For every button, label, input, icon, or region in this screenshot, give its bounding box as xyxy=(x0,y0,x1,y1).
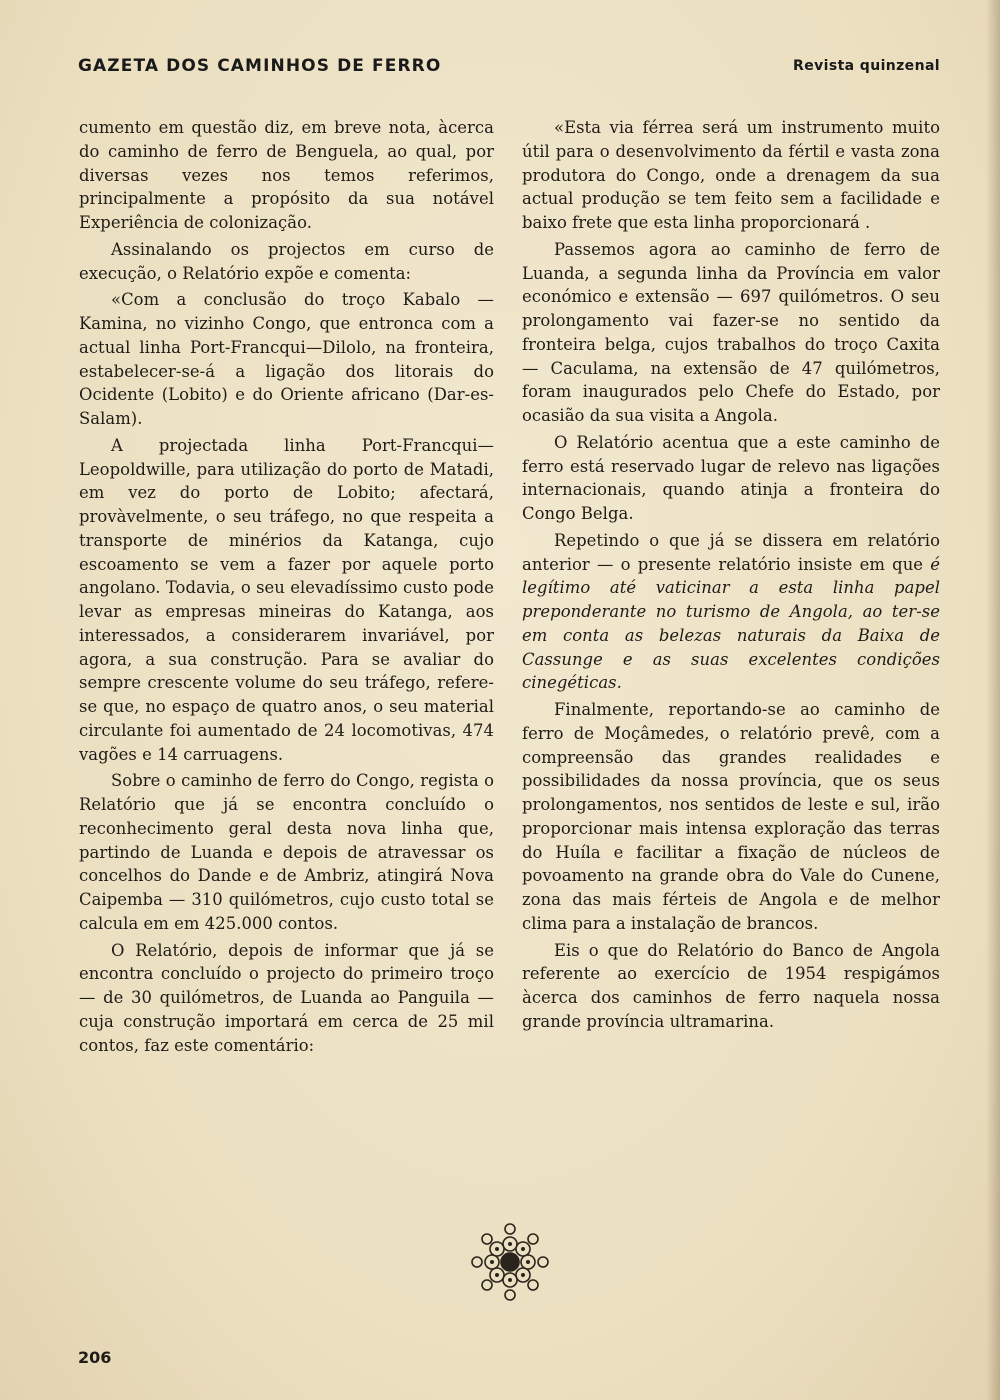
paragraph: Eis o que do Relatório do Banco de Angola referente ao exercício de 1954 respigámos àcerca dos caminhos de ferro naquela nossa grande província ultramarina. xyxy=(522,940,940,1031)
paragraph: «Esta via férrea será um instrumento muito útil para o desenvolvimento da fértil e vasta zona produtora do Congo, onde a drenagem da sua actual produção se tem feito sem a facilidade e baixo frete que esta linha proporcionará . xyxy=(522,118,940,232)
paragraph: «Com a conclusão do troço Kabalo — Kamina, no vizinho Congo, que entronca com a actual linha Port-Francqui—Dilolo, na fronteira, estabelecer-se-á a ligação dos litorais do Ocidente (Lobito) e do Oriente africano (Dar-es-Salam). xyxy=(79,290,494,428)
page-edge-shadow xyxy=(986,0,1000,1400)
paragraph: A projectada linha Port-Francqui—Leopoldwille, para utilização do porto de Matadi, em vez do porto de Lobito; afectará, provàvelmente, o seu tráfego, no que respeita a transporte de minérios da Katanga, cujo escoamento se vem a fazer por aquele porto angolano. Todavia, o seu elevadíssimo custo pode levar as empresas mineiras do Katanga, aos interessados, a considerarem invariável, por agora, a sua construção. Para se avaliar do sempre crescente volume do seu tráfego, refere-se que, no espaço de quatro anos, o seu material circulante foi aumentado de 24 locomotivas, 474 vagões e 14 carruagens. xyxy=(79,435,494,764)
paragraph: Passemos agora ao caminho de ferro de Luanda, a segunda linha da Província em valor económico e extensão — 697 quilómetros. O seu prolongamento vai fazer-se no sentido da fronteira belga, cujos trabalhos do troço Caxita — Caculama, na extensão de 47 quilómetros, foram inaugurados pelo Chefe do Estado, por ocasião da sua visita a Angola. xyxy=(522,239,940,425)
left-column xyxy=(79,116,494,1060)
right-column xyxy=(522,116,940,1037)
running-header xyxy=(78,56,940,80)
paragraph: O Relatório, depois de informar que já se encontra concluído o projecto do primeiro troço — de 30 quilómetros, de Luanda ao Panguila — cuja construção importará em cerca de 25 mil contos, faz este comentário: xyxy=(79,940,494,1055)
paragraph: cumento em questão diz, em breve nota, àcerca do caminho de ferro de Benguela, ao qual, por diversas vezes nos temos referimos, principalmente a propósito da sua notável Experiência de colonização. xyxy=(79,118,494,232)
paragraph: Assinalando os projectos em curso de execução, o Relatório expõe e comenta: xyxy=(79,239,494,283)
page-number: 206 xyxy=(78,1348,112,1367)
italic-quote: é legítimo até vaticinar a esta linha papel preponderante no turismo de Angola, ao ter-se em conta as belezas naturais da Baixa de Cassunge e as suas excelentes condições cinegéticas. xyxy=(522,554,940,693)
floral-ornament-icon xyxy=(468,1220,552,1304)
paragraph: O Relatório acentua que a este caminho de ferro está reservado lugar de relevo nas ligações internacionais, quando atinja a fronteira do Congo Belga. xyxy=(522,432,940,523)
paragraph xyxy=(522,529,940,695)
paragraph: Finalmente, reportando-se ao caminho de ferro de Moçâmedes, o relatório prevê, com a compreensão das grandes realidades e possibilidades da nossa província, que os seus prolongamentos, nos sentidos de leste e sul, irão proporcionar mais intensa exploração das terras do Huíla e facilitar a fixação de núcleos de povoamento na grande obra do Vale do Cunene, zona das mais férteis de Angola e de melhor clima para a instalação de brancos. xyxy=(522,700,940,933)
paragraph: Sobre o caminho de ferro do Congo, regista o Relatório que já se encontra concluído o reconhecimento geral desta nova linha que, partindo de Luanda e depois de atravessar os concelhos do Dande e de Ambriz, atingirá Nova Caipemba — 310 quilómetros, cujo custo total se calcula em em 425.000 contos. xyxy=(79,771,494,933)
publication-subtitle: Revista quinzenal xyxy=(793,58,940,74)
paragraph-text: Repetindo o que já se dissera em relatório anterior — o presente relatório insiste em que xyxy=(522,530,940,574)
publication-title: GAZETA DOS CAMINHOS DE FERRO xyxy=(78,56,442,76)
